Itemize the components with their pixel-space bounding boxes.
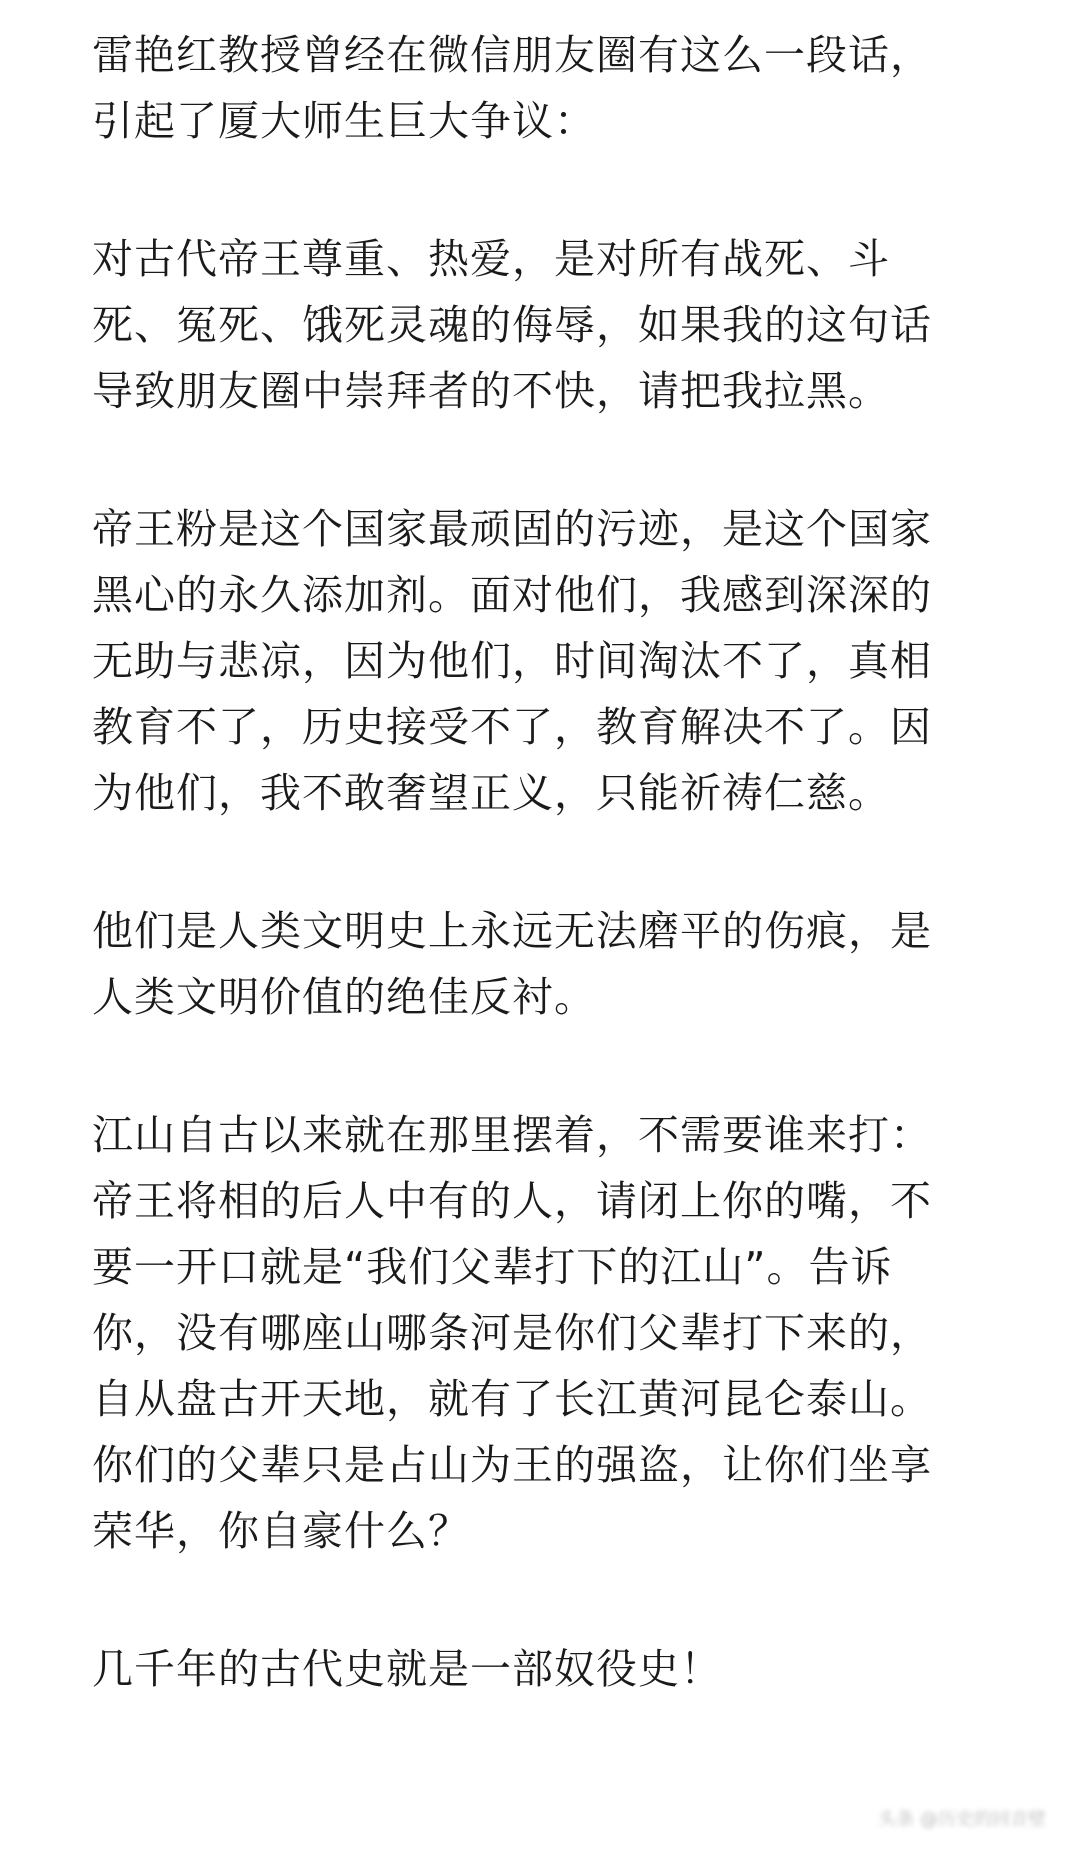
text-line: 教育不了，历史接受不了，教育解决不了。因 [92,703,932,751]
text-line: 对古代帝王尊重、热爱，是对所有战死、斗 [92,235,890,283]
text-line: 几千年的古代史就是一部奴役史！ [92,1645,722,1693]
text-line: 死、冤死、饿死灵魂的侮辱，如果我的这句话 [92,301,932,349]
text-line: 引起了厦大师生巨大争议： [92,97,596,145]
text-line: 你们的父辈只是占山为王的强盗，让你们坐享 [92,1441,932,1489]
text-line: 他们是人类文明史上永远无法磨平的伤痕，是 [92,907,932,955]
text-line: 为他们，我不敢奢望正义，只能祈祷仁慈。 [92,769,890,817]
paragraph [92,226,1012,424]
text-line: 帝王将相的后人中有的人，请闭上你的嘴，不 [92,1177,932,1225]
text-line: 黑心的永久添加剂。面对他们，我感到深深的 [92,571,932,619]
article-body [92,22,1012,1774]
text-line: 帝王粉是这个国家最顽固的污迹，是这个国家 [92,505,932,553]
text-line: 你，没有哪座山哪条河是你们父辈打下来的， [92,1309,932,1357]
text-line: 要一开口就是“我们父辈打下的江山”。告诉 [92,1243,893,1291]
text-line: 无助与悲凉，因为他们，时间淘汰不了，真相 [92,637,932,685]
paragraph [92,1636,1012,1702]
text-line: 江山自古以来就在那里摆着，不需要谁来打： [92,1111,932,1159]
text-line: 人类文明价值的绝佳反衬。 [92,973,596,1021]
text-line: 自从盘古开天地，就有了长江黄河昆仑泰山。 [92,1375,932,1423]
text-line: 雷艳红教授曾经在微信朋友圈有这么一段话， [92,31,932,79]
text-line: 荣华，你自豪什么？ [92,1507,470,1555]
paragraph [92,22,1012,154]
paragraph [92,1102,1012,1564]
paragraph [92,898,1012,1030]
paragraph [92,496,1012,826]
text-line: 导致朋友圈中崇拜者的不快，请把我拉黑。 [92,367,890,415]
watermark: 头条 @历史的回音壁 [878,1809,1046,1830]
